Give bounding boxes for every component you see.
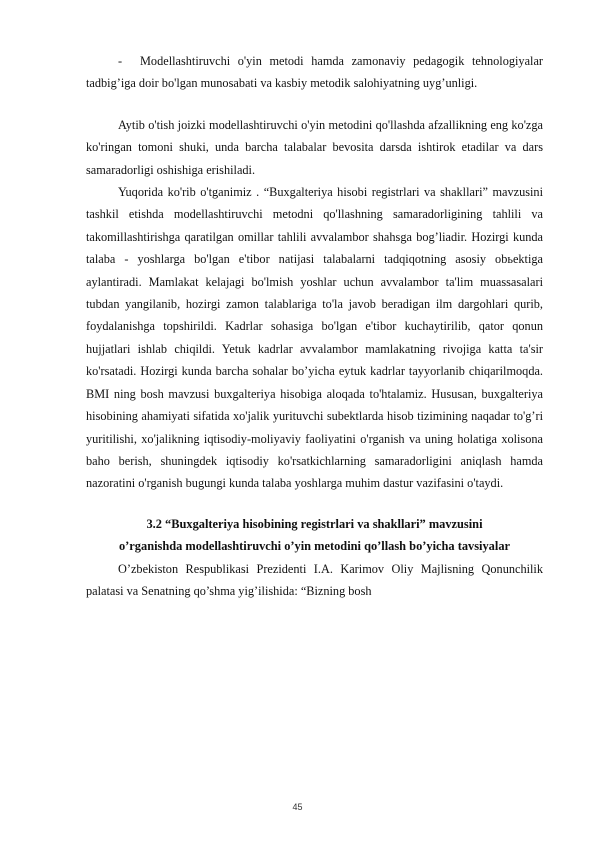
paragraph-3: O’zbekiston Respublikasi Prezidenti I.A. Karimov Oliy Majlisning Qonunchilik palatasi va Senatning qo’shma yig’ilishida: “Bizning bosh bbox=[86, 561, 543, 598]
bullet-dash: - bbox=[118, 54, 123, 68]
page-number: 45 bbox=[292, 802, 303, 812]
spacer bbox=[86, 495, 543, 513]
paragraph-1: Aytib o'tish joizki modellashtiruvchi o'yin metodini qo'llashda afzallikning eng ko'zga ko'ringan tomoni shuki, unda barcha talabalar bevosita darsda ishtirok etadilar va dars samaradorligi oshishiga erishiladi. bbox=[86, 117, 543, 177]
section-heading-line-1: 3.2 “Buxgalteriya hisobining registrlari va shakllari” mavzusini bbox=[146, 516, 483, 531]
document-body bbox=[86, 50, 543, 602]
bullet-item bbox=[86, 50, 543, 95]
spacer bbox=[86, 95, 543, 114]
bullet-text: Modellashtiruvchi o'yin metodi hamda zamonaviy pedagogik tehnologiyalar tadbig’iga doir bo'lgan munosabati va kasbiy metodik salohiyatning uyg’unligi. bbox=[86, 54, 543, 91]
section-heading-line-2: o’rganishda modellashtiruvchi o’yin metodini qo’llash bo’yicha tavsiyalar bbox=[118, 539, 511, 554]
paragraph-2: Yuqorida ko'rib o'tganimiz . “Buxgalteriya hisobi registrlari va shakllari” mavzusini tashkil etishda modellashtiruvchi metodni qo'llashning samaradorligining tahlili va takomillashtirishga qaratilgan omillar tahlili avvalambor shahsga bog’liadir. Hozirgi kunda talaba - yoshlarga bo'lgan e'tibor natijasi talabalarni tadqiqotning asosiy obьektiga aylantiradi. Mamlakat kelajagi bo'lmish yoshlar uchun avvalambor ta'lim muassasalari tubdan yangilanib, hozirgi zamon talablariga to'la javob beradigan ilm dargohlari qurib, foydalanishga topshirildi. Kadrlar sohasiga bo'lgan e'tibor kuchaytirilib, qator qonun hujjatlari ishlab chiqildi. Yetuk kadrlar avvalambor mamlakatning rivojiga katta ta'sir ko'rsatadi. Hozirgi kunda barcha sohalar bo’yicha eytuk kadrlar tayyorlanib chiqarilmoqda. BMI ning bosh mavzusi buxgalteriya hisobiga aloqada to'htalamiz. Hususan, buxgalteriya hisobining ahamiyati sifatida xo'jalik yurituvchi subektlarda hisob tizimining naqadar to'g’ri yuritilishi, xo'jalikning iqtisodiy-moliyaviy faoliyatini o'rganish va uning holatiga xolisona baho berish, shuningdek iqtisodiy ko'rsatkichlarning samaradorligini aniqlash hamda nazoratini o'rganish bugungi kunda talaba yoshlarga muhim dastur vazifasini o'taydi. bbox=[86, 185, 543, 491]
